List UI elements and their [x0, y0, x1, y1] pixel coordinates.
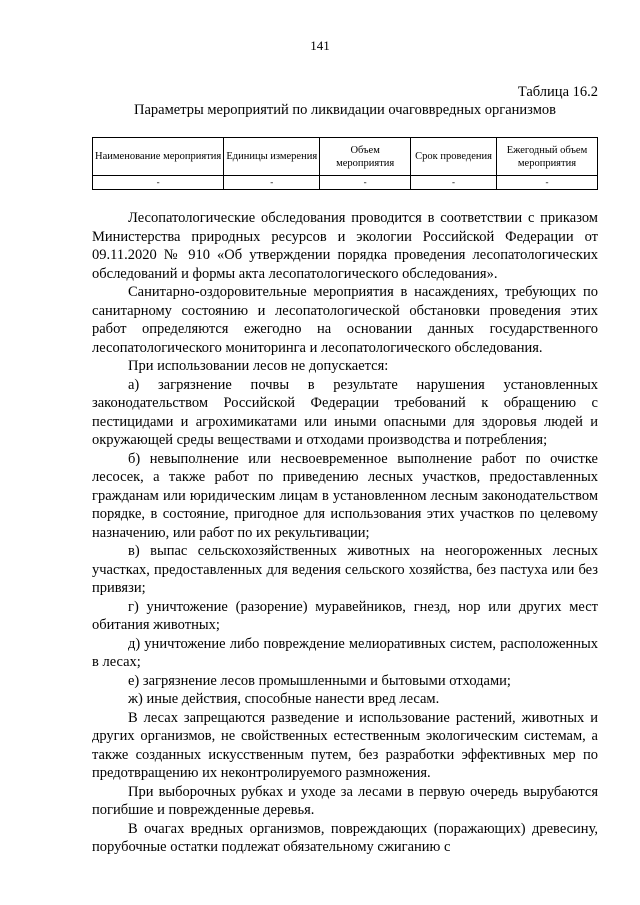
list-item: а) загрязнение почвы в результате нарушения установленных законодательством Российской Федерации требований к обращению с пестицидами и агрохимикатами или иными опасными для здоровья людей и окружающей среды веществами и отходами производства и потребления;: [92, 376, 598, 448]
table-title: Параметры мероприятий по ликвидации очагов​вредных организмов: [134, 102, 556, 118]
table-cell: -: [496, 176, 597, 190]
list-item: д) уничтожение либо повреждение мелиоративных систем, расположенных в лесах;: [92, 635, 598, 670]
header-measure-name: Наименование мероприятия: [93, 138, 224, 176]
paragraph: Санитарно-оздоровительные мероприятия в насаждениях, требующих по санитарному состоянию и лесопатологической обстановки проведения этих работ определяются ежегодно на основании данных государственного лесопатологического мониторинга и лесопатологического обследования.: [92, 284, 598, 356]
list-item: б) невыполнение или несвоевременное выполнение работ по очистке лесосек, а также работ по приведению лесных участков, предоставленных гражданам или юридическим лицам в установленном лесным законодательством порядке, в состояние, пригодное для использования этих участков по целевому назначению, или работ по их рекультивации;: [92, 450, 598, 541]
list-item: в) выпас сельскохозяйственных животных на неогороженных лесных участках, предоставленных для ведения сельского хозяйства, без пастуха или без привязи;: [92, 543, 598, 596]
table-cell: -: [93, 176, 224, 190]
table-caption: Таблица 16.2: [517, 84, 598, 100]
header-annual-volume: Ежегодный объем мероприятия: [496, 138, 597, 176]
parameters-table: [92, 137, 598, 190]
header-term: Срок проведения: [411, 138, 497, 176]
paragraph: При использовании лесов не допускается:: [128, 358, 389, 374]
list-item: г) уничтожение (разорение) муравейников, гнезд, нор или других мест обитания животных;: [92, 598, 598, 633]
table-cell: -: [411, 176, 497, 190]
body-text: [92, 209, 598, 857]
table-cell: -: [224, 176, 320, 190]
header-volume: Объем мероприятия: [320, 138, 411, 176]
paragraph: Лесопатологические обследования проводится в соответствии с приказом Министерства природных ресурсов и экологии Российской Федерации от 09.11.2020 № 910 «Об утверждении порядка проведения лесопатологических обследований и формы акта лесопатологического обследования».: [92, 210, 598, 282]
paragraph: При выборочных рубках и уходе за лесами в первую очередь вырубаются погибшие и поврежденные деревья.: [92, 783, 598, 818]
table-row: [93, 176, 598, 190]
table-cell: -: [320, 176, 411, 190]
page-number: 141: [310, 38, 330, 53]
paragraph: В очагах вредных организмов, повреждающих (поражающих) древесину, порубочные остатки подлежат обязательному сжиганию с: [92, 820, 598, 855]
paragraph: В лесах запрещаются разведение и использование растений, животных и других организмов, не свойственных естественным экологическим системам, а также созданных искусственным путем, без разработки эффективных мер по предотвращению их неконтролируемого размножения.: [92, 709, 598, 781]
table-header-row: [93, 138, 598, 176]
list-item: е) загрязнение лесов промышленными и бытовыми отходами;: [128, 672, 511, 689]
header-units: Единицы измерения: [224, 138, 320, 176]
list-item: ж) иные действия, способные нанести вред лесам.: [128, 691, 440, 707]
